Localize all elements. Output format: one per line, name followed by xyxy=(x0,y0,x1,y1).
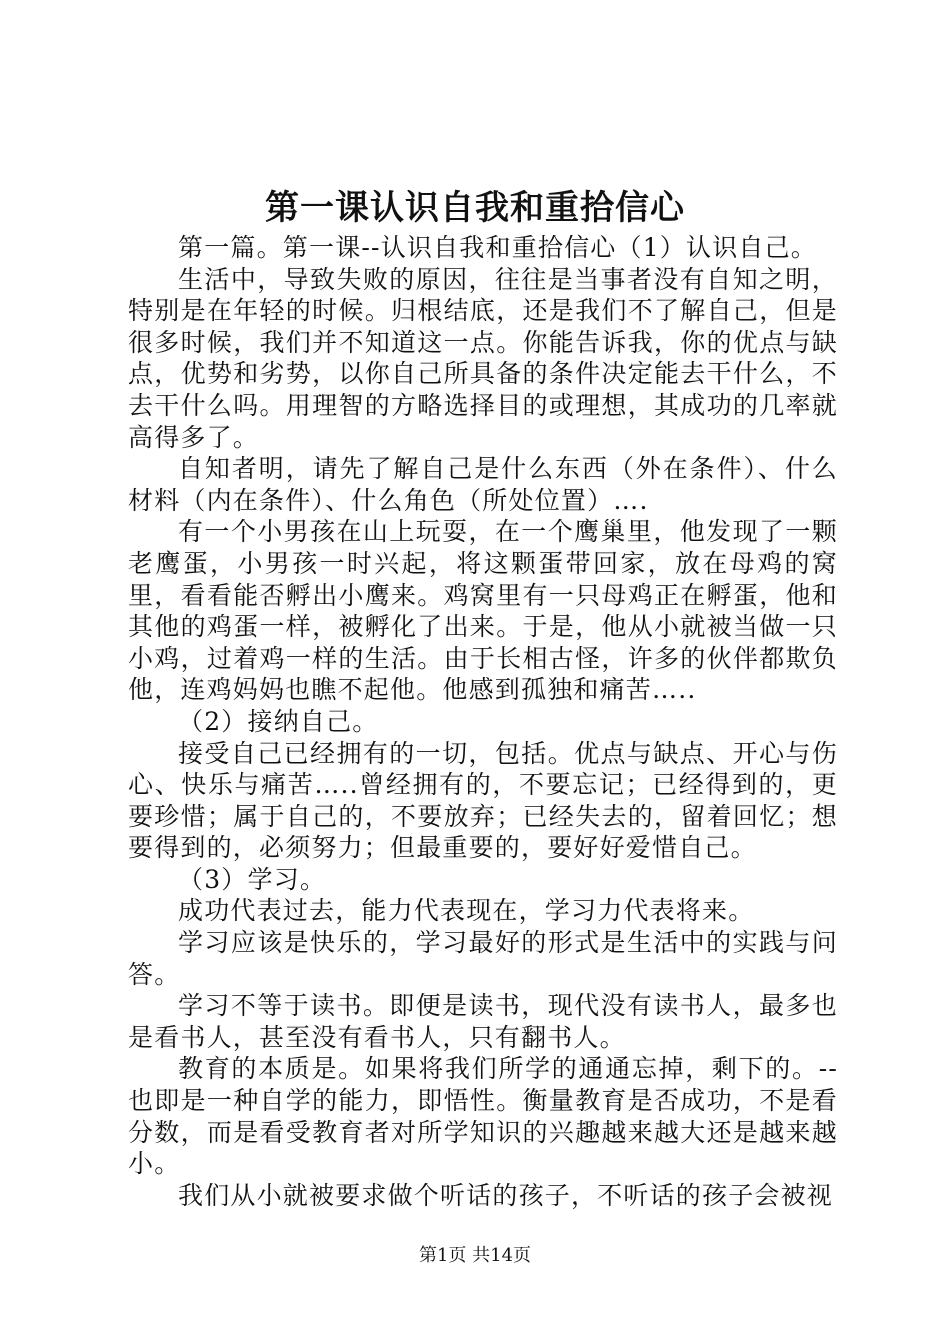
paragraph: 自知者明，请先了解自己是什么东西（外在条件）、什么材料（内在条件）、什么角色（所处位置）…. xyxy=(128,454,838,515)
paragraph: 成功代表过去，能力代表现在，学习力代表将来。 xyxy=(178,896,755,926)
document-body xyxy=(128,232,838,1211)
paragraph: 学习应该是快乐的，学习最好的形式是生活中的实践与问答。 xyxy=(128,928,838,989)
page-number: 第1页 共14页 xyxy=(418,1245,532,1266)
paragraph: 生活中，导致失败的原因，往往是当事者没有自知之明，特别是在年轻的时候。归根结底，还是我们不了解自己，但是很多时候，我们并不知道这一点。你能告诉我，你的优点与缺点，优势和劣势，以你自己所具备的条件决定能去干什么，不去干什么吗。用理智的方略选择目的或理想，其成功的几率就高得多了。 xyxy=(128,264,838,452)
paragraph: 教育的本质是。如果将我们所学的通通忘掉，剩下的。--也即是一种自学的能力，即悟性。衡量教育是否成功，不是看分数，而是看受教育者对所学知识的兴趣越来越大还是越来越小。 xyxy=(128,1054,838,1179)
paragraph: 我们从小就被要求做个听话的孩子，不听话的孩子会被视 xyxy=(178,1180,834,1210)
paragraph: 第一篇。第一课--认识自我和重拾信心（1）认识自己。 xyxy=(178,233,818,262)
section-heading: （3）学习。 xyxy=(178,864,327,894)
paragraph: 学习不等于读书。即便是读书，现代没有读书人，最多也是看书人，甚至没有看书人，只有翻书人。 xyxy=(128,991,838,1052)
paragraph: 接受自己已经拥有的一切，包括。优点与缺点、开心与伤心、快乐与痛苦…..曾经拥有的，不要忘记；已经得到的，更要珍惜；属于自己的，不要放弃；已经失去的，留着回忆；想要得到的，必须努力；但最重要的，要好好爱惜自己。 xyxy=(128,738,838,863)
section-heading: （2）接纳自己。 xyxy=(178,706,379,736)
page-title: 第一课认识自我和重拾信心 xyxy=(265,188,685,228)
paragraph: 有一个小男孩在山上玩耍，在一个鹰巢里，他发现了一颗老鹰蛋，小男孩一时兴起，将这颗蛋带回家，放在母鸡的窝里，看看能否孵出小鹰来。鸡窝里有一只母鸡正在孵蛋，他和其他的鸡蛋一样，被孵化了出来。于是，他从小就被当做一只小鸡，过着鸡一样的生活。由于长相古怪，许多的伙伴都欺负他，连鸡妈妈也瞧不起他。他感到孤独和痛苦….. xyxy=(128,517,838,705)
